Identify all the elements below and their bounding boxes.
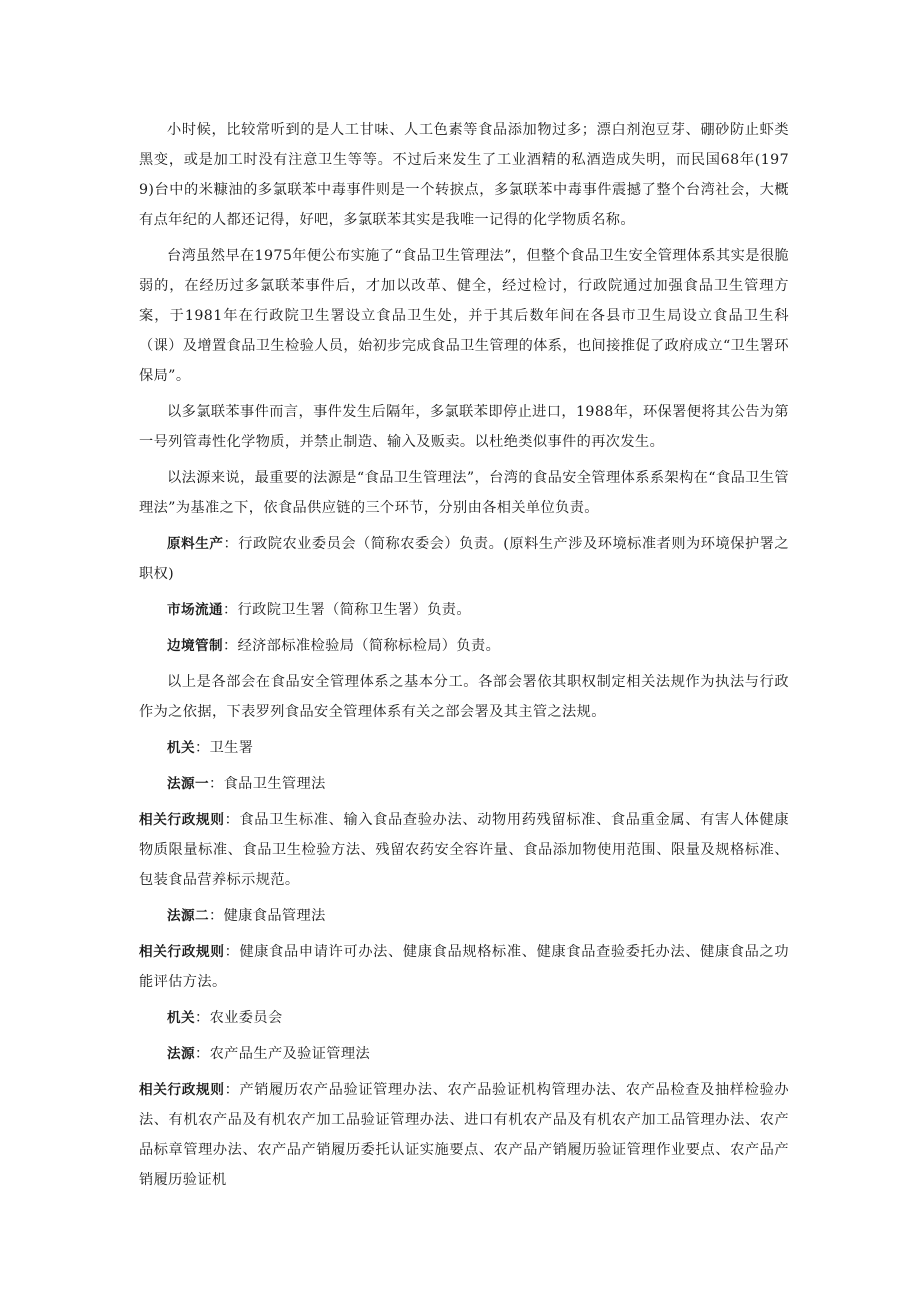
agency-health-text: 卫生署 <box>209 740 254 756</box>
agency-agriculture-text: 农业委员会 <box>209 1010 283 1026</box>
source-two-label: 法源二 <box>167 908 209 924</box>
paragraph-childhood: 小时候，比较常听到的是人工甘味、人工色素等食品添加物过多；漂白剂泡豆芽、硼砂防止虾类黑变，或是加工时没有注意卫生等等。不过后来发生了工业酒精的私酒造成失明，而民国68年(1979)台中的米糠油的多氯联苯中毒事件则是一个转捩点，多氯联苯中毒事件震撼了整个台湾社会，大概有点年纪的人都还记得，好吧，多氯联苯其实是我唯一记得的化学物质名称。 <box>139 122 789 228</box>
agency-agriculture-label: 机关 <box>167 1010 195 1026</box>
paragraph-legal-source: 以法源来说，最重要的法源是“食品卫生管理法”，台湾的食品安全管理体系系架构在“食品卫生管理法”为基准之下，依食品供应链的三个环节，分别由各相关单位负责。 <box>139 470 789 516</box>
item-source-three <box>139 1039 789 1069</box>
rules-one-label: 相关行政规则 <box>139 812 225 828</box>
border-control-label: 边境管制 <box>167 638 223 654</box>
source-three-text: 农产品生产及验证管理法 <box>209 1046 371 1062</box>
rules-three-colon: ： <box>224 1082 240 1098</box>
border-control-colon: ： <box>222 638 238 654</box>
rules-two-text: 健康食品申请许可办法、健康食品规格标准、健康食品查验委托办法、健康食品之功能评估方法。 <box>139 944 789 990</box>
document-page <box>139 115 789 1195</box>
agency-agriculture-colon: ： <box>195 1010 210 1026</box>
raw-production-colon: ： <box>223 536 239 552</box>
item-market-circulation <box>139 595 789 625</box>
source-three-label: 法源 <box>167 1046 195 1062</box>
item-source-one <box>139 769 789 799</box>
market-circulation-text: 行政院卫生署（简称卫生署）负责。 <box>237 602 471 618</box>
raw-production-text: 行政院农业委员会（简称农委会）负责。(原料生产涉及环境标准者则为环境保护署之职权) <box>139 536 789 582</box>
item-agency-health <box>139 733 789 763</box>
source-two-colon: ： <box>208 908 224 924</box>
item-raw-production <box>139 529 789 589</box>
paragraph-pcb-ban: 以多氯联苯事件而言，事件发生后隔年，多氯联苯即停止进口，1988年，环保署便将其公告为第一号列管毒性化学物质，并禁止制造、输入及贩卖。以杜绝类似事件的再次发生。 <box>139 404 789 450</box>
item-border-control <box>139 631 789 661</box>
source-two-text: 健康食品管理法 <box>223 908 326 924</box>
market-circulation-colon: ： <box>222 602 238 618</box>
item-rules-two <box>139 937 789 997</box>
paragraph-division-of-labor: 以上是各部会在食品安全管理体系之基本分工。各部会署依其职权制定相关法规作为执法与行政作为之依据，下表罗列食品安全管理体系有关之部会署及其主管之法规。 <box>139 674 789 720</box>
item-agency-agriculture <box>139 1003 789 1033</box>
source-three-colon: ： <box>195 1046 210 1062</box>
agency-health-label: 机关 <box>167 740 195 756</box>
rules-three-text: 产销履历农产品验证管理办法、农产品验证机构管理办法、农产品检查及抽样检验办法、有机农产品及有机农产加工品验证管理办法、进口有机农产品及有机农产加工品管理办法、农产品标章管理办法、农产品产销履历委托认证实施要点、农产品产销履历验证管理作业要点、农产品产销履历验证机 <box>139 1082 789 1188</box>
paragraph-food-sanitation-act: 台湾虽然早在1975年便公布实施了“食品卫生管理法”，但整个食品卫生安全管理体系其实是很脆弱的，在经历过多氯联苯事件后，才加以改革、健全，经过检讨，行政院通过加强食品卫生管理方案，于1981年在行政院卫生署设立食品卫生处，并于其后数年间在各县市卫生局设立食品卫生科（课）及增置食品卫生检验人员，始初步完成食品卫生管理的体系，也间接推促了政府成立“卫生署环保局”。 <box>139 248 789 384</box>
item-rules-one <box>139 805 789 895</box>
rules-two-label: 相关行政规则 <box>139 944 225 960</box>
rules-two-colon: ： <box>224 944 240 960</box>
item-source-two <box>139 901 789 931</box>
item-rules-three <box>139 1075 789 1195</box>
rules-three-label: 相关行政规则 <box>139 1082 225 1098</box>
agency-health-colon: ： <box>195 740 210 756</box>
source-one-text: 食品卫生管理法 <box>223 776 326 792</box>
market-circulation-label: 市场流通 <box>167 602 223 618</box>
raw-production-label: 原料生产 <box>167 536 224 552</box>
border-control-text: 经济部标准检验局（简称标检局）负责。 <box>237 638 501 654</box>
rules-one-text: 食品卫生标准、输入食品查验办法、动物用药残留标准、食品重金属、有害人体健康物质限量标准、食品卫生检验方法、残留农药安全容许量、食品添加物使用范围、限量及规格标准、包装食品营养标示规范。 <box>139 812 789 888</box>
source-one-colon: ： <box>208 776 224 792</box>
rules-one-colon: ： <box>224 812 240 828</box>
source-one-label: 法源一 <box>167 776 209 792</box>
